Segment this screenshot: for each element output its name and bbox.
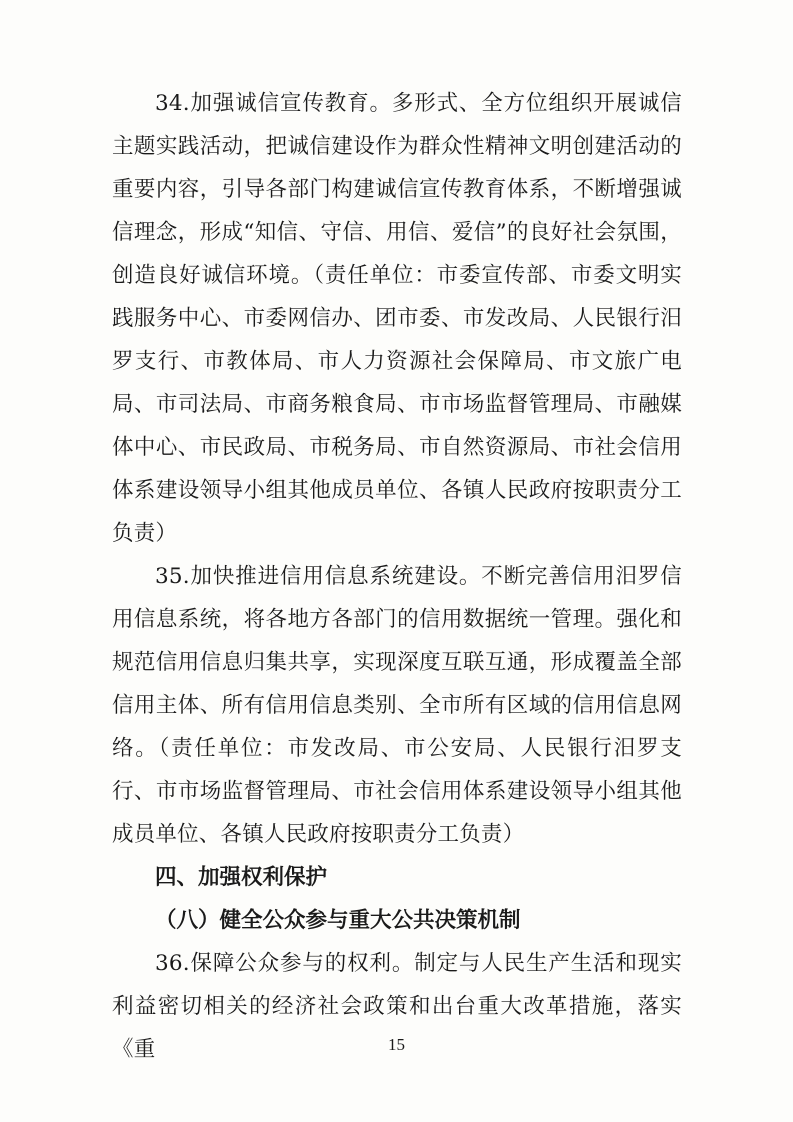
page-number: 15 [388,1035,405,1054]
paragraph-item-35: 35.加快推进信用信息系统建设。不断完善信用汨罗信用信息系统，将各地方各部门的信用数据统一管理。强化和规范信用信息归集共享，实现深度互联互通，形成覆盖全部信用主体、所有信用信息类别、全市所有区域的信用信息网络。（责任单位：市发改局、市公安局、人民银行汨罗支行、市市场监督管理局、市社会信用体系建设领导小组其他成员单位、各镇人民政府按职责分工负责） [112,564,682,847]
subsection-heading-eight: （八）健全公众参与重大公共决策机制 [155,908,521,933]
paragraph-item-36: 36.保障公众参与的权利。制定与人民生产生活和现实利益密切相关的经济社会政策和出台重大改革措施，落实《重 [112,951,682,1062]
section-heading-four: 四、加强权利保护 [155,865,328,890]
paragraph-item-34: 34.加强诚信宣传教育。多形式、全方位组织开展诚信主题实践活动，把诚信建设作为群众性精神文明创建活动的重要内容，引导各部门构建诚信宣传教育体系，不断增强诚信理念，形成“知信、守信、用信、爱信”的良好社会氛围，创造良好诚信环境。（责任单位：市委宣传部、市委文明实践服务中心、市委网信办、团市委、市发改局、人民银行汨罗支行、市教体局、市人力资源社会保障局、市文旅广电局、市司法局、市商务粮食局、市市场监督管理局、市融媒体中心、市民政局、市税务局、市自然资源局、市社会信用体系建设领导小组其他成员单位、各镇人民政府按职责分工负责） [112,91,682,546]
document-body [112,82,682,1071]
